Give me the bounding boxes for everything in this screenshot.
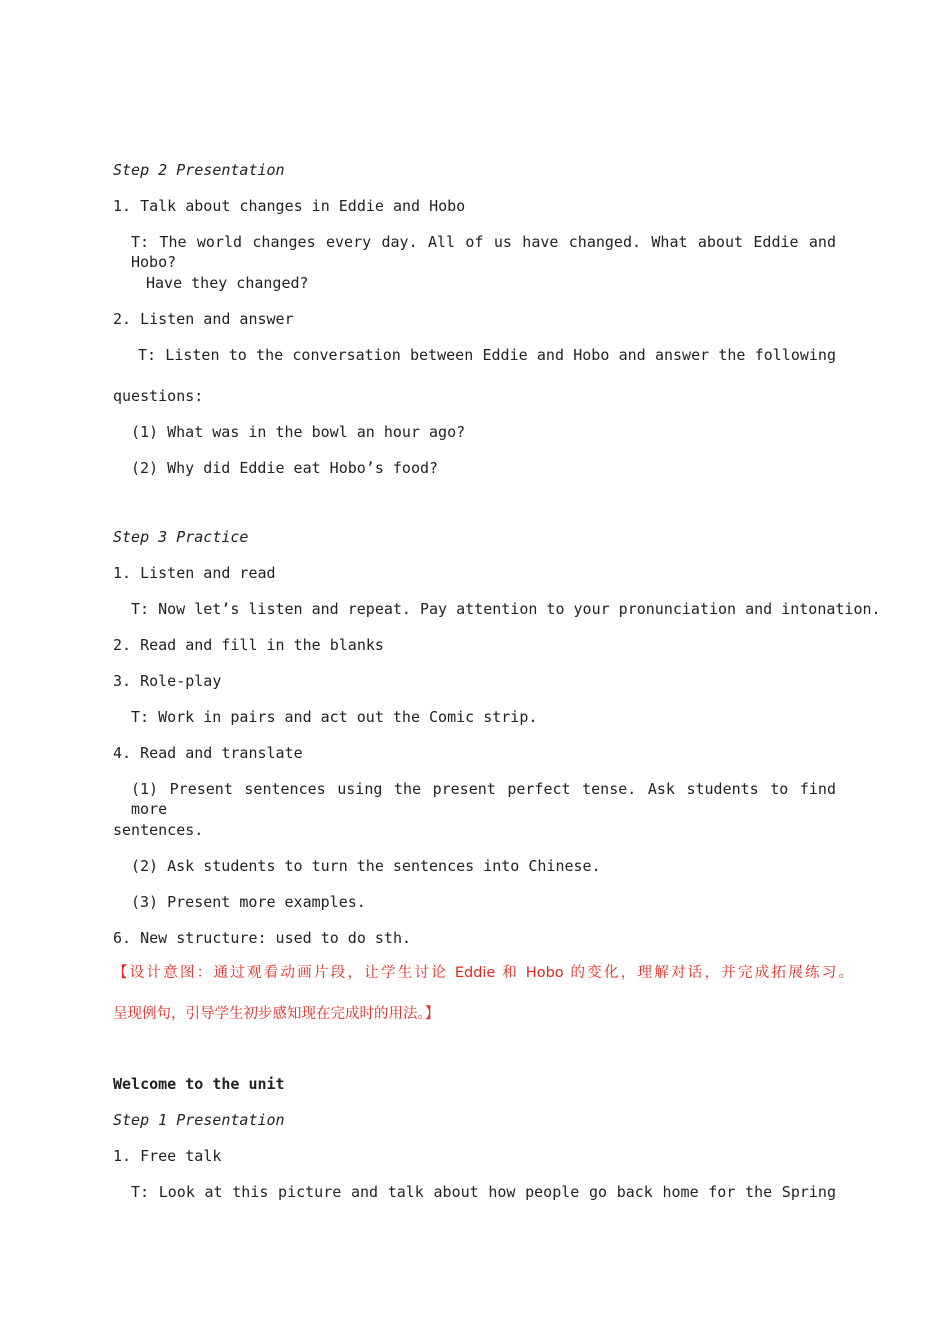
step3-heading: Step 3 Practice [113, 528, 249, 546]
design-intent-line1: 【设计意图：通过观看动画片段，让学生讨论 Eddie 和 Hobo 的变化，理解对话，并完成拓展练习。 [113, 965, 853, 981]
welcome-item1-teacher: T: Look at this picture and talk about how people go back home for the Spring [131, 1183, 836, 1201]
step2-item2: 2. Listen and answer [113, 310, 294, 328]
step3-item3: 3. Role-play [113, 672, 222, 690]
step3-item4: 4. Read and translate [113, 744, 303, 762]
step3-item6: 6. New structure: used to do sth. [113, 929, 412, 947]
step2-question-2: (2) Why did Eddie eat Hobo’s food? [131, 459, 439, 477]
welcome-step1-heading: Step 1 Presentation [113, 1111, 285, 1129]
step2-item2-teacher-line1: T: Listen to the conversation between Eddie and Hobo and answer the following [138, 346, 836, 364]
step3-sub1-line2: sentences. [113, 821, 204, 839]
step3-sub3: (3) Present more examples. [131, 893, 366, 911]
welcome-item1: 1. Free talk [113, 1147, 222, 1165]
step2-question-1: (1) What was in the bowl an hour ago? [131, 423, 466, 441]
step2-item2-teacher-line2: questions: [113, 387, 204, 405]
step3-sub2: (2) Ask students to turn the sentences into Chinese. [131, 857, 601, 875]
step2-heading: Step 2 Presentation [113, 161, 285, 179]
step2-item1-teacher-line1: T: The world changes every day. All of us have changed. What about Eddie and Hobo? [131, 233, 836, 271]
design-intent-line2: 呈现例句，引导学生初步感知现在完成时的用法。】 [113, 1006, 440, 1022]
step3-item3-teacher: T: Work in pairs and act out the Comic strip. [131, 708, 538, 726]
step2-item1-teacher-line2: Have they changed? [146, 274, 309, 292]
step3-item1-teacher: T: Now let’s listen and repeat. Pay attention to your pronunciation and intonation. [131, 600, 881, 618]
section-title-welcome: Welcome to the unit [113, 1075, 285, 1093]
step3-item1: 1. Listen and read [113, 564, 276, 582]
step3-sub1-line1: (1) Present sentences using the present perfect tense. Ask students to find more [131, 780, 836, 818]
step2-item1: 1. Talk about changes in Eddie and Hobo [113, 197, 466, 215]
step3-item2: 2. Read and fill in the blanks [113, 636, 384, 654]
